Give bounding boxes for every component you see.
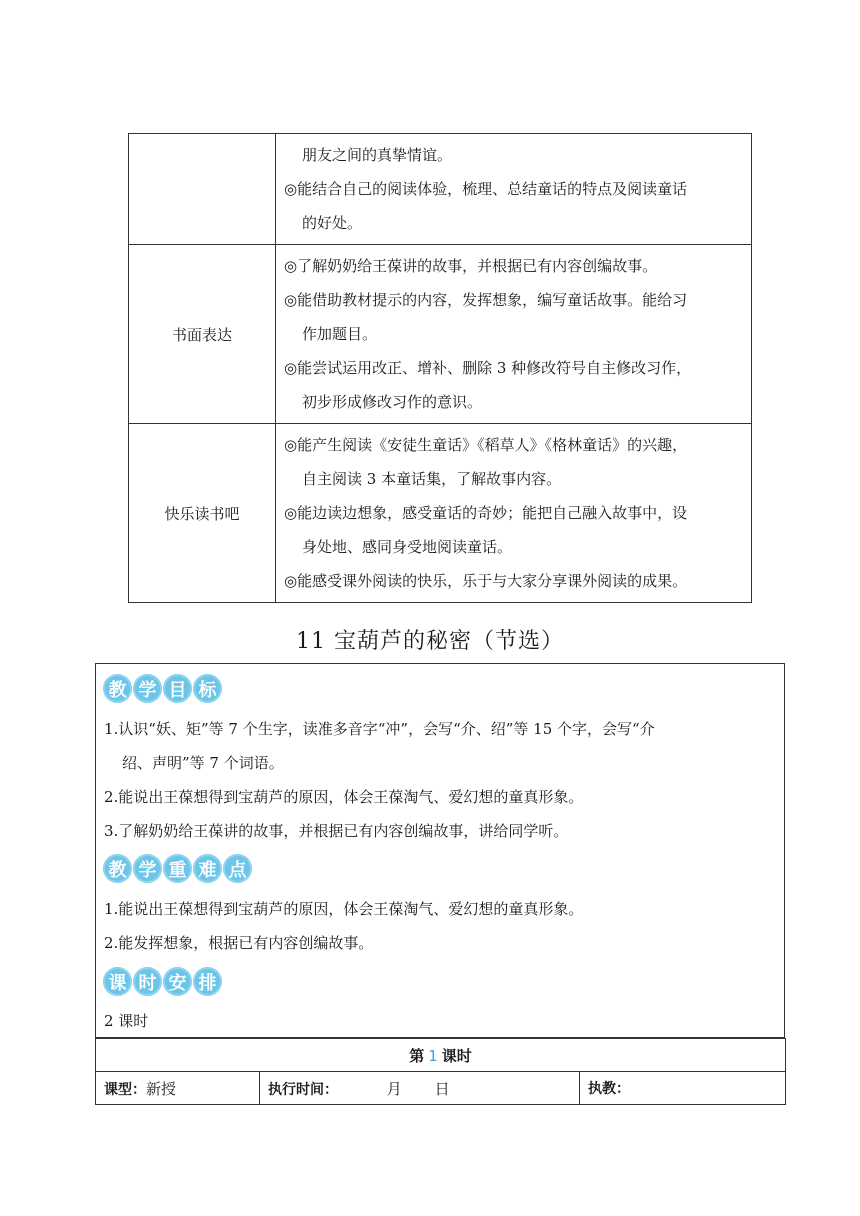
period-number: 1 [428,1046,438,1065]
heading-badge-char: 目 [163,674,192,703]
heading-badge-char: 学 [133,674,162,703]
execution-time-label: 执行时间： [268,1081,338,1098]
schedule-heading [103,967,222,996]
period-header [96,1039,786,1072]
content-cell [276,424,752,603]
period-suffix: 课时 [441,1046,472,1065]
heading-badge-char: 标 [193,674,222,703]
table-row [96,1072,786,1105]
heading-badge-char: 时 [133,967,162,996]
list-item: ◎能借助教材提示的内容，发挥想象，编写童话故事。能给习 [284,291,688,309]
key-points-heading [103,854,252,883]
teacher-cell [580,1072,786,1105]
objectives-table [128,133,752,603]
table-row [129,424,752,603]
lesson-plan-box [95,663,785,1038]
heading-badge-char: 安 [163,967,192,996]
lesson-title: 11 宝葫芦的秘密（节选） [296,629,564,654]
list-item: ◎能尝试运用改正、增补、删除 3 种修改符号自主修改习作， [284,359,692,377]
list-item: 的好处。 [302,214,363,232]
schedule-text: 2 课时 [104,1012,149,1030]
key-point-item: 2.能发挥想象，根据已有内容创编故事。 [104,934,374,952]
lesson-type-cell [96,1072,260,1105]
month-label: 月 [386,1079,402,1098]
content-cell [276,134,752,245]
goal-item: 1.认识“妖、矩”等 7 个生字，读准多音字“冲”，会写“介、绍”等 15 个字，会写“介 [104,720,655,738]
table-row [129,134,752,245]
list-item: 身处地、感同身受地阅读童话。 [302,538,513,556]
heading-badge-char: 排 [193,967,222,996]
content-cell [276,245,752,424]
goal-item: 3.了解奶奶给王葆讲的故事，并根据已有内容创编故事，讲给同学听。 [104,822,569,840]
category-cell: 快乐读书吧 [129,424,276,603]
day-label: 日 [434,1079,450,1098]
heading-badge-char: 重 [163,854,192,883]
table-row [129,245,752,424]
period-table [95,1038,786,1105]
list-item: ◎了解奶奶给王葆讲的故事，并根据已有内容创编故事。 [284,257,658,275]
list-item: 初步形成修改习作的意识。 [302,393,483,411]
heading-badge-char: 教 [103,854,132,883]
list-item: ◎能产生阅读《安徒生童话》《稻草人》《格林童话》的兴趣， [284,436,688,454]
table-row [96,1039,786,1072]
heading-badge-char: 点 [223,854,252,883]
goals-heading [103,674,222,703]
category-cell [129,134,276,245]
list-item: ◎能感受课外阅读的快乐，乐于与大家分享课外阅读的成果。 [284,572,688,590]
execution-time-cell [260,1072,580,1105]
list-item: ◎能结合自己的阅读体验，梳理、总结童话的特点及阅读童话 [284,180,688,198]
heading-badge-char: 教 [103,674,132,703]
lesson-type-label: 课型： [104,1081,146,1098]
heading-badge-char: 学 [133,854,162,883]
lesson-type-value: 新授 [146,1079,177,1098]
key-point-item: 1.能说出王葆想得到宝葫芦的原因，体会王葆淘气、爱幻想的童真形象。 [104,900,584,918]
heading-badge-char: 课 [103,967,132,996]
list-item: 朋友之间的真挚情谊。 [302,146,453,164]
goal-item: 2.能说出王葆想得到宝葫芦的原因，体会王葆淘气、爱幻想的童真形象。 [104,788,584,806]
heading-badge-char: 难 [193,854,222,883]
list-item: ◎能边读边想象，感受童话的奇妙；能把自己融入故事中，设 [284,504,688,522]
list-item: 自主阅读 3 本童话集，了解故事内容。 [302,470,562,488]
period-prefix: 第 [409,1046,425,1065]
teacher-label: 执教： [588,1081,630,1097]
list-item: 作加题目。 [302,325,378,343]
goal-item: 绍、声明”等 7 个词语。 [122,754,284,772]
category-cell: 书面表达 [129,245,276,424]
